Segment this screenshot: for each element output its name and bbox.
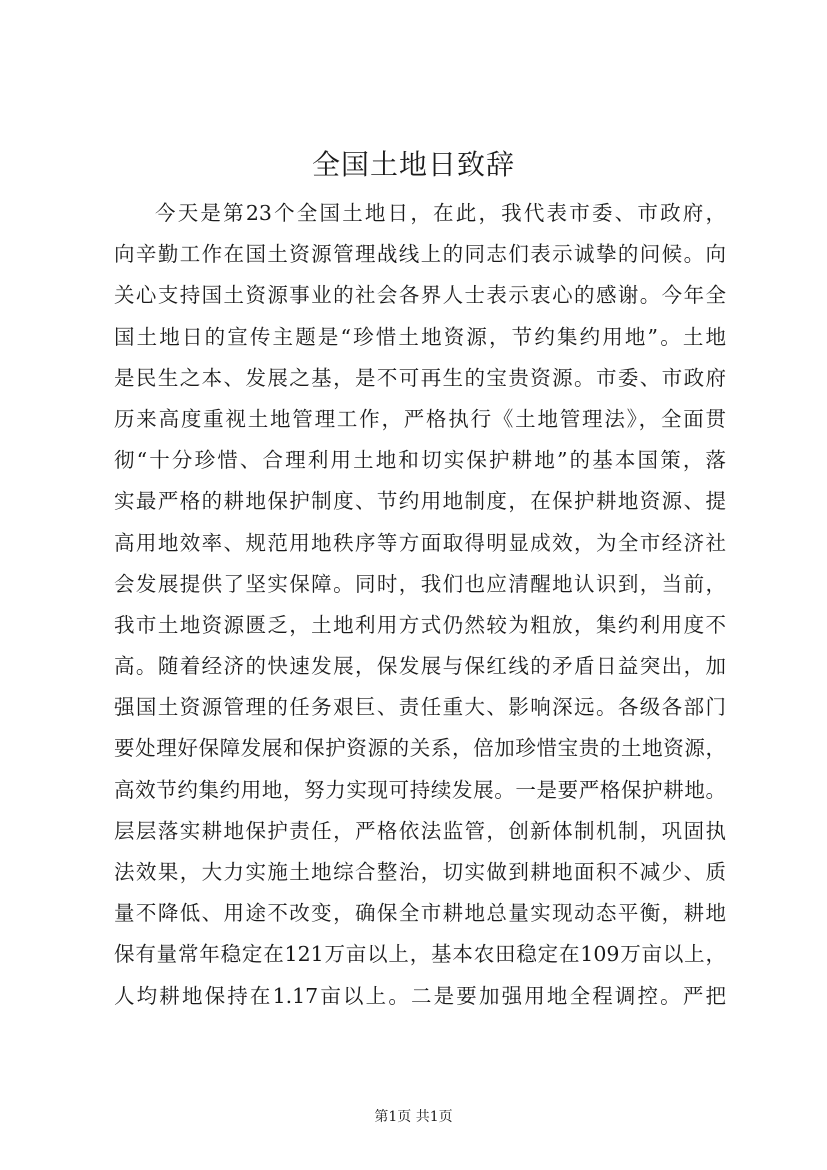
text-line: 量不降低、用途不改变，确保全市耕地总量实现动态平衡，耕地 — [114, 901, 726, 926]
text-line: 人均耕地保持在1.17亩以上。二是要加强用地全程调控。严把 — [114, 983, 726, 1008]
text-line: 关心支持国土资源事业的社会各界人士表示衷心的感谢。今年全 — [114, 283, 726, 308]
document-body — [114, 193, 726, 1017]
text-line: 是民生之本、发展之基，是不可再生的宝贵资源。市委、市政府 — [114, 365, 726, 390]
text-line: 彻“十分珍惜、合理利用土地和切实保护耕地”的基本国策，落 — [114, 448, 726, 473]
page-title: 全国土地日致辞 — [311, 148, 515, 181]
text-line: 法效果，大力实施土地综合整治，切实做到耕地面积不减少、质 — [114, 860, 726, 884]
text-line: 实最严格的耕地保护制度、节约用地制度，在保护耕地资源、提 — [114, 489, 726, 514]
text-line: 高效节约集约用地，努力实现可持续发展。一是要严格保护耕地。 — [114, 777, 726, 802]
text-line: 向辛勤工作在国土资源管理战线上的同志们表示诚挚的问候。向 — [114, 242, 726, 267]
text-line: 历来高度重视土地管理工作，严格执行《土地管理法》，全面贯 — [114, 406, 726, 431]
text-line: 国土地日的宣传主题是“珍惜土地资源，节约集约用地”。土地 — [114, 324, 726, 349]
page-footer: 第1页 共1页 — [374, 1109, 453, 1125]
text-line: 我市土地资源匮乏，土地利用方式仍然较为粗放，集约利用度不 — [114, 612, 726, 637]
text-line: 高。随着经济的快速发展，保发展与保红线的矛盾日益突出，加 — [114, 654, 726, 679]
text-line: 会发展提供了坚实保障。同时，我们也应清醒地认识到，当前， — [114, 571, 726, 596]
text-line: 高用地效率、规范用地秩序等方面取得明显成效，为全市经济社 — [114, 530, 726, 555]
text-line: 今天是第23个全国土地日，在此，我代表市委、市政府， — [155, 201, 726, 225]
text-line: 强国土资源管理的任务艰巨、责任重大、影响深远。各级各部门 — [114, 695, 726, 720]
text-line: 保有量常年稳定在121万亩以上，基本农田稳定在109万亩以上， — [114, 942, 726, 967]
text-line: 层层落实耕地保护责任，严格依法监管，创新体制机制，巩固执 — [114, 818, 726, 843]
text-line: 要处理好保障发展和保护资源的关系，倍加珍惜宝贵的土地资源， — [114, 736, 726, 761]
